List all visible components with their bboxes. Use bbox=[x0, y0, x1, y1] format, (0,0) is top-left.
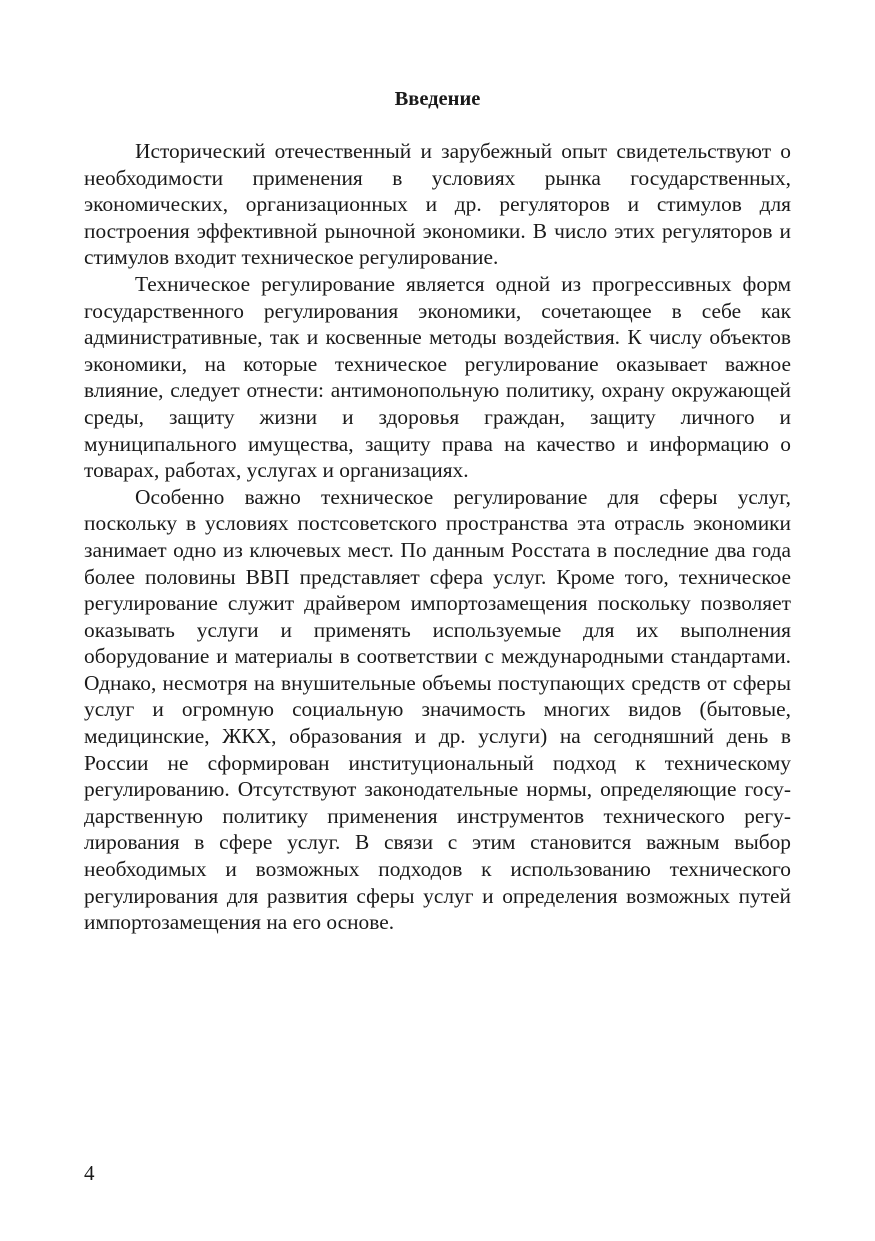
paragraph-3: Особенно важно техническое регулирование для сферы услуг, поскольку в условиях постсоветского пространства эта отрасль экономики занимает одно из ключевых мест. По данным Росстата в последние два года более половины ВВП представляет сфера услуг. Кроме того, техническое регулирование служит драйвером импортозамещения поскольку позволяет оказывать услуги и применять используемые для их выполнения оборудование и материалы в соответствии с международными стандартами. Однако, несмотря на внушительные объемы поступающих средств от сферы услуг и огромную социальную значимость многих видов (бытовые, медицинские, ЖКХ, образования и др. услуги) на сегодняшний день в России не сформирован институциональный подход к техническому регулированию. Отсутствуют законодательные нормы, определяющие государственную политику применения инструментов технического регулирования в сфере услуг. В связи с этим становится важным выбор необходимых и возможных подходов к использованию технического регулирования для развития сферы услуг и определения возможных путей импортозамещения на его основе. bbox=[84, 484, 791, 935]
paragraph-1: Исторический отечественный и зарубежный опыт свидетельствуют о необходимости применения в условиях рынка государственных, экономических, организационных и др. регуляторов и стимулов для построения эффективной рыночной экономики. В число этих регуляторов и стимулов входит техническое регулирование. bbox=[84, 139, 791, 270]
paragraph-2: Техническое регулирование является одной из прогрессивных форм государственного регулирования экономики, сочетающее в себе как административные, так и косвенные методы воздействия. К числу объектов экономики, на которые техническое регулирование оказывает важное влияние, следует отнести: антимонопольную политику, охрану окружающей среды, защиту жизни и здоровья граждан, защиту личного и муниципального имущества, защиту права на качество и информацию о товарах, работах, услугах и организациях. bbox=[84, 271, 791, 483]
body-text bbox=[84, 138, 791, 936]
page-number: 4 bbox=[84, 1161, 95, 1185]
page-title: Введение bbox=[394, 88, 481, 110]
